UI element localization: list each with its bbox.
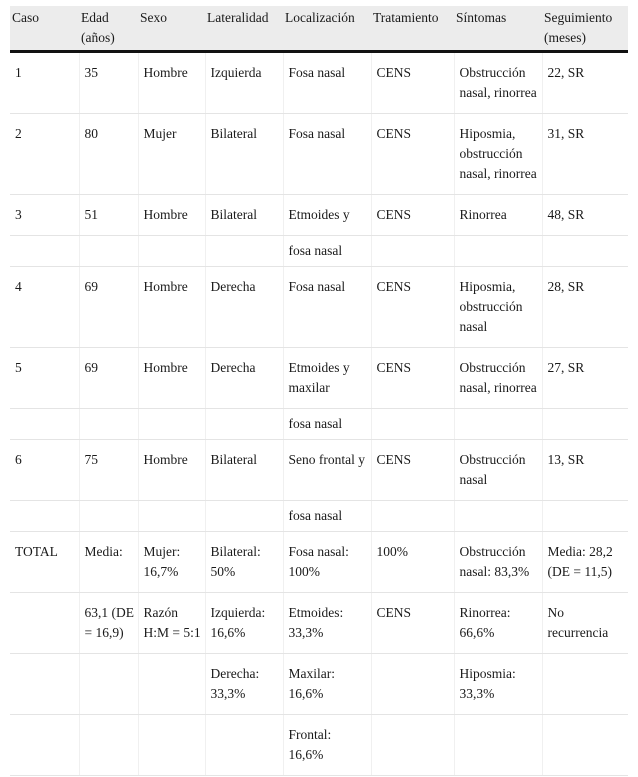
table-cell [79,715,138,776]
table-cell: Etmoides: 33,3% [283,593,371,654]
table-cell [371,236,454,267]
case-table [10,6,628,776]
table-cell: 63,1 (DE = 16,9) [79,593,138,654]
table-cell: Rinorrea [454,195,542,236]
table-cell: CENS [371,195,454,236]
table-cell: 4 [10,267,79,348]
table-cell: 3 [10,195,79,236]
table-cell [79,236,138,267]
table-cell: Derecha [205,267,283,348]
table-cell: Obstrucción nasal: 83,3% [454,532,542,593]
table-row [10,348,628,409]
table-cell [138,654,205,715]
table-cell: Hiposmia: 33,3% [454,654,542,715]
table-row [10,114,628,195]
table-cell [10,654,79,715]
table-row [10,715,628,776]
table-cell: fosa nasal [283,236,371,267]
table-row [10,409,628,440]
table-cell: Bilateral [205,114,283,195]
header-edad: Edad (años) [79,6,138,52]
table-cell: Mujer [138,114,205,195]
header-localizacion: Localización [283,6,371,52]
table-cell: Fosa nasal: 100% [283,532,371,593]
table-cell: Etmoides y [283,195,371,236]
table-cell: 31, SR [542,114,628,195]
table-cell: 28, SR [542,267,628,348]
table-cell: CENS [371,114,454,195]
table-cell [10,409,79,440]
table-cell [138,409,205,440]
table-cell: Hiposmia, obstrucción nasal [454,267,542,348]
table-cell: Rinorrea: 66,6% [454,593,542,654]
table-cell [10,236,79,267]
table-cell [371,501,454,532]
table-cell: CENS [371,440,454,501]
table-cell: 35 [79,52,138,114]
table-cell [79,654,138,715]
table-row [10,440,628,501]
table-cell: Media: [79,532,138,593]
table-cell [454,409,542,440]
header-caso: Caso [10,6,79,52]
table-cell: 80 [79,114,138,195]
table-cell [138,501,205,532]
table-row [10,501,628,532]
table-cell: Media: 28,2 (DE = 11,5) [542,532,628,593]
table-row [10,654,628,715]
header-sintomas: Síntomas [454,6,542,52]
table-cell: 5 [10,348,79,409]
table-cell: 48, SR [542,195,628,236]
table-cell: Derecha: 33,3% [205,654,283,715]
table-cell: Derecha [205,348,283,409]
header-tratamiento: Tratamiento [371,6,454,52]
table-row [10,267,628,348]
table-cell: Fosa nasal [283,52,371,114]
table-cell [205,715,283,776]
table-cell [371,715,454,776]
table-cell: Etmoides y maxilar [283,348,371,409]
table-cell [371,409,454,440]
table-row [10,195,628,236]
header-sexo: Sexo [138,6,205,52]
table-cell [454,236,542,267]
table-cell [542,715,628,776]
header-seguimiento: Seguimiento (meses) [542,6,628,52]
table-cell: Obstrucción nasal, rinorrea [454,348,542,409]
table-cell: CENS [371,593,454,654]
table-cell: 100% [371,532,454,593]
table-row [10,52,628,114]
table-cell [10,501,79,532]
table-cell [10,593,79,654]
table-cell: TOTAL [10,532,79,593]
table-cell: fosa nasal [283,501,371,532]
table-cell [138,236,205,267]
table-cell: 69 [79,348,138,409]
table-cell: 1 [10,52,79,114]
table-cell: Hombre [138,267,205,348]
table-cell: Hombre [138,348,205,409]
table-row-total [10,532,628,593]
table-cell: CENS [371,52,454,114]
table-cell: Fosa nasal [283,267,371,348]
table-cell [79,501,138,532]
table-cell: Hombre [138,52,205,114]
table-row [10,593,628,654]
table-cell: Fosa nasal [283,114,371,195]
table-cell: Izquierda: 16,6% [205,593,283,654]
table-cell: 22, SR [542,52,628,114]
table-cell: 75 [79,440,138,501]
table-cell: Frontal: 16,6% [283,715,371,776]
table-cell [371,654,454,715]
table-cell [542,501,628,532]
table-cell: CENS [371,348,454,409]
table-cell: 13, SR [542,440,628,501]
table-cell: No recurrencia [542,593,628,654]
table-cell: Hiposmia, obstrucción nasal, rinorrea [454,114,542,195]
table-cell: Mujer: 16,7% [138,532,205,593]
case-table-container [10,6,628,776]
table-cell: Hombre [138,195,205,236]
table-cell [79,409,138,440]
table-cell [205,501,283,532]
table-cell [542,409,628,440]
table-cell: Bilateral [205,195,283,236]
table-cell: 51 [79,195,138,236]
table-cell: CENS [371,267,454,348]
table-cell [542,236,628,267]
table-cell: Hombre [138,440,205,501]
table-cell: Bilateral [205,440,283,501]
table-cell: Bilateral: 50% [205,532,283,593]
table-cell: Obstrucción nasal [454,440,542,501]
table-cell [454,501,542,532]
table-cell: Seno frontal y [283,440,371,501]
table-row [10,236,628,267]
table-cell [10,715,79,776]
table-cell: Razón H:M = 5:1 [138,593,205,654]
table-cell: 27, SR [542,348,628,409]
header-lateralidad: Lateralidad [205,6,283,52]
table-cell: 6 [10,440,79,501]
table-cell: Izquierda [205,52,283,114]
table-cell [542,654,628,715]
table-cell [205,409,283,440]
table-cell: fosa nasal [283,409,371,440]
table-cell [138,715,205,776]
table-cell: 69 [79,267,138,348]
table-cell: 2 [10,114,79,195]
table-header-row [10,6,628,52]
table-cell: Obstrucción nasal, rinorrea [454,52,542,114]
table-cell: Maxilar: 16,6% [283,654,371,715]
table-cell [454,715,542,776]
table-cell [205,236,283,267]
